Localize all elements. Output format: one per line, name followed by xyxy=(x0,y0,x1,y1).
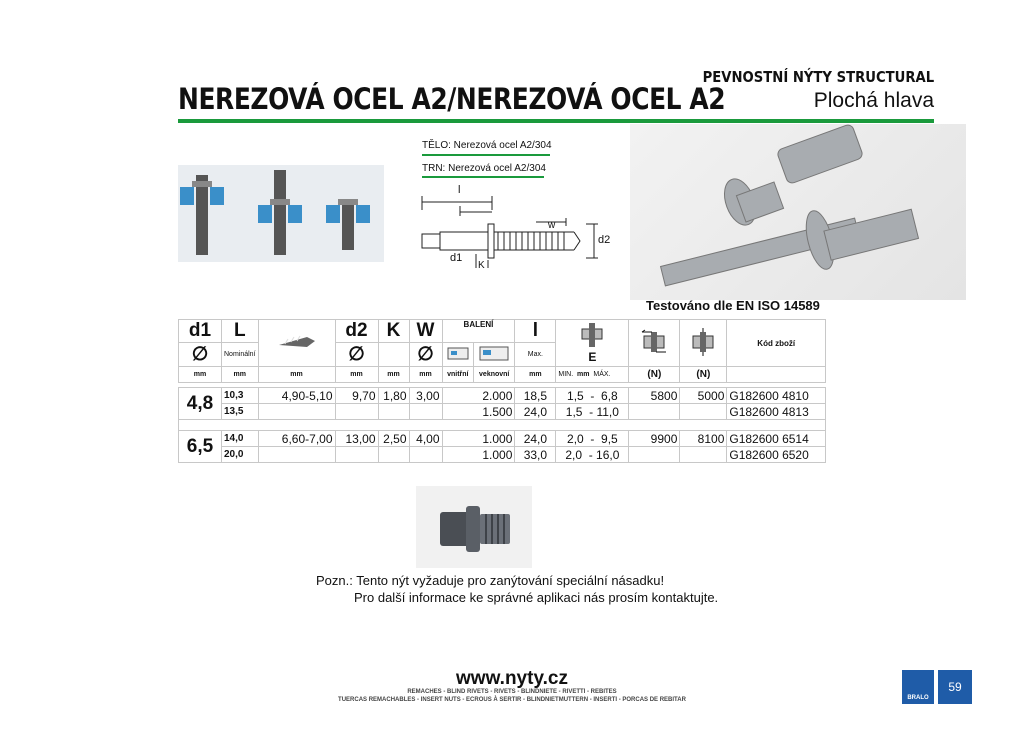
title-underline xyxy=(178,119,934,123)
header-nominalni: Nominální xyxy=(222,343,259,367)
product-code: G182600 4813 xyxy=(727,404,826,420)
d2-value: 9,70 xyxy=(335,388,378,404)
spec-underline xyxy=(422,154,550,156)
header-L: L xyxy=(222,320,259,343)
box-icon-inner xyxy=(442,343,474,367)
L-value: 20,0 xyxy=(222,447,259,463)
header-E: E xyxy=(588,349,597,364)
unit-mm: mm xyxy=(179,367,222,383)
header-vekovni: veknovní xyxy=(474,367,515,383)
table-header-row xyxy=(179,320,826,343)
subcategory-title: Plochá hlava xyxy=(813,89,934,112)
grip-range-value: 2,0 - 16,0 xyxy=(556,447,629,463)
L-value: 14,0 xyxy=(222,431,259,447)
header-max2: MÁX. xyxy=(593,371,611,378)
l-value: 24,0 xyxy=(515,404,556,420)
L-value: 10,3 xyxy=(222,388,259,404)
header-d2-diam: ∅ xyxy=(335,343,378,367)
header-max: Max. xyxy=(515,343,556,367)
product-code: G182600 4810 xyxy=(727,388,826,404)
K-value: 1,80 xyxy=(378,388,409,404)
body-material: TĚLO: Nerezová ocel A2/304 xyxy=(422,140,552,151)
mandrel-material: TRN: Nerezová ocel A2/304 xyxy=(422,163,546,174)
spec-table xyxy=(178,319,826,463)
table-row xyxy=(179,388,826,404)
header-l: l xyxy=(515,320,556,343)
header-vnitrni: vnitřní xyxy=(442,367,474,383)
header-W: W xyxy=(409,320,442,343)
drill-value: 4,90-5,10 xyxy=(258,388,335,404)
W-value: 3,00 xyxy=(409,388,442,404)
l-value: 24,0 xyxy=(515,431,556,447)
header-d2: d2 xyxy=(335,320,378,343)
page-title: NEREZOVÁ OCEL A2/NEREZOVÁ OCEL A2 xyxy=(178,82,726,116)
drill-bit-icon xyxy=(258,320,335,367)
grip-range-value: 1,5 - 11,0 xyxy=(556,404,629,420)
grip-range-value: 2,0 - 9,5 xyxy=(556,431,629,447)
grip-range-value: 1,5 - 6,8 xyxy=(556,388,629,404)
note xyxy=(316,572,718,606)
tensile-value: 5000 xyxy=(680,388,727,404)
L-value: 13,5 xyxy=(222,404,259,420)
W-value: 4,00 xyxy=(409,431,442,447)
unit-mm: mm xyxy=(577,371,590,378)
l-value: 18,5 xyxy=(515,388,556,404)
product-code: G182600 6514 xyxy=(727,431,826,447)
tagline-2: TUERCAS REMACHABLES - INSERT NUTS - ECROUS À SERTIR - BLINDNIETMUTTERN - INSERTI - PORCAS DE REBITAR xyxy=(338,697,686,703)
note-line-1: Pozn.: Tento nýt vyžaduje pro zanýtování speciální násadku! xyxy=(316,573,665,588)
dim-k-label: K xyxy=(478,260,485,271)
dim-l-label: l xyxy=(458,184,461,196)
table-row xyxy=(179,404,826,420)
header-grip-range xyxy=(556,320,629,367)
dim-w-label: w xyxy=(548,220,556,231)
shear-icon xyxy=(629,320,680,367)
d1-value: 6,5 xyxy=(179,431,222,463)
header-min: MIN. xyxy=(558,371,574,378)
installation-illustration xyxy=(178,165,384,262)
unit-mm: mm xyxy=(515,367,556,383)
unit-mm: mm xyxy=(258,367,335,383)
spec-underline xyxy=(422,176,544,178)
shear-value: 5800 xyxy=(629,388,680,404)
d1-value: 4,8 xyxy=(179,388,222,420)
rivet-product-photo xyxy=(630,124,966,300)
rivet-technical-drawing xyxy=(416,182,616,274)
pack-value: 2.000 xyxy=(442,388,515,404)
website-link[interactable]: www.nyty.cz xyxy=(456,668,568,689)
dim-d2-label: d2 xyxy=(598,234,611,246)
table-row xyxy=(179,447,826,463)
product-code: G182600 6520 xyxy=(727,447,826,463)
drill-value: 6,60-7,00 xyxy=(258,431,335,447)
pack-value: 1.000 xyxy=(442,447,515,463)
bralo-logo: BRALO xyxy=(902,670,934,704)
header-d1-diam: ∅ xyxy=(179,343,222,367)
header-d1: d1 xyxy=(179,320,222,343)
box-icon-outer xyxy=(474,343,515,367)
table-row xyxy=(179,431,826,447)
unit-n-shear: (N) xyxy=(629,367,680,383)
tagline-1: REMACHES - BLIND RIVETS - RIVETS - BLINDNIETE - RIVETTI - REBITES xyxy=(407,689,617,695)
dim-d1-label: d1 xyxy=(450,252,463,264)
page-number: 59 xyxy=(938,670,972,704)
header-baleni: BALENÍ xyxy=(442,320,515,343)
shear-value: 9900 xyxy=(629,431,680,447)
l-value: 33,0 xyxy=(515,447,556,463)
pack-value: 1.000 xyxy=(442,431,515,447)
pack-value: 1.500 xyxy=(442,404,515,420)
tensile-value: 8100 xyxy=(680,431,727,447)
unit-n-tensile: (N) xyxy=(680,367,727,383)
unit-mm: mm xyxy=(409,367,442,383)
note-line-2: Pro další informace ke správné aplikaci nás prosím kontaktujte. xyxy=(354,590,719,605)
unit-mm: mm xyxy=(335,367,378,383)
tensile-icon xyxy=(680,320,727,367)
nosepiece-photo xyxy=(416,486,532,568)
tested-standard: Testováno dle EN ISO 14589 xyxy=(646,298,820,313)
unit-mm: mm xyxy=(378,367,409,383)
d2-value: 13,00 xyxy=(335,431,378,447)
header-K: K xyxy=(378,320,409,343)
unit-mm: mm xyxy=(222,367,259,383)
header-kod: Kód zboží xyxy=(727,320,826,367)
header-W-diam: ∅ xyxy=(409,343,442,367)
K-value: 2,50 xyxy=(378,431,409,447)
category-title: PEVNOSTNÍ NÝTY STRUCTURAL xyxy=(702,68,934,86)
